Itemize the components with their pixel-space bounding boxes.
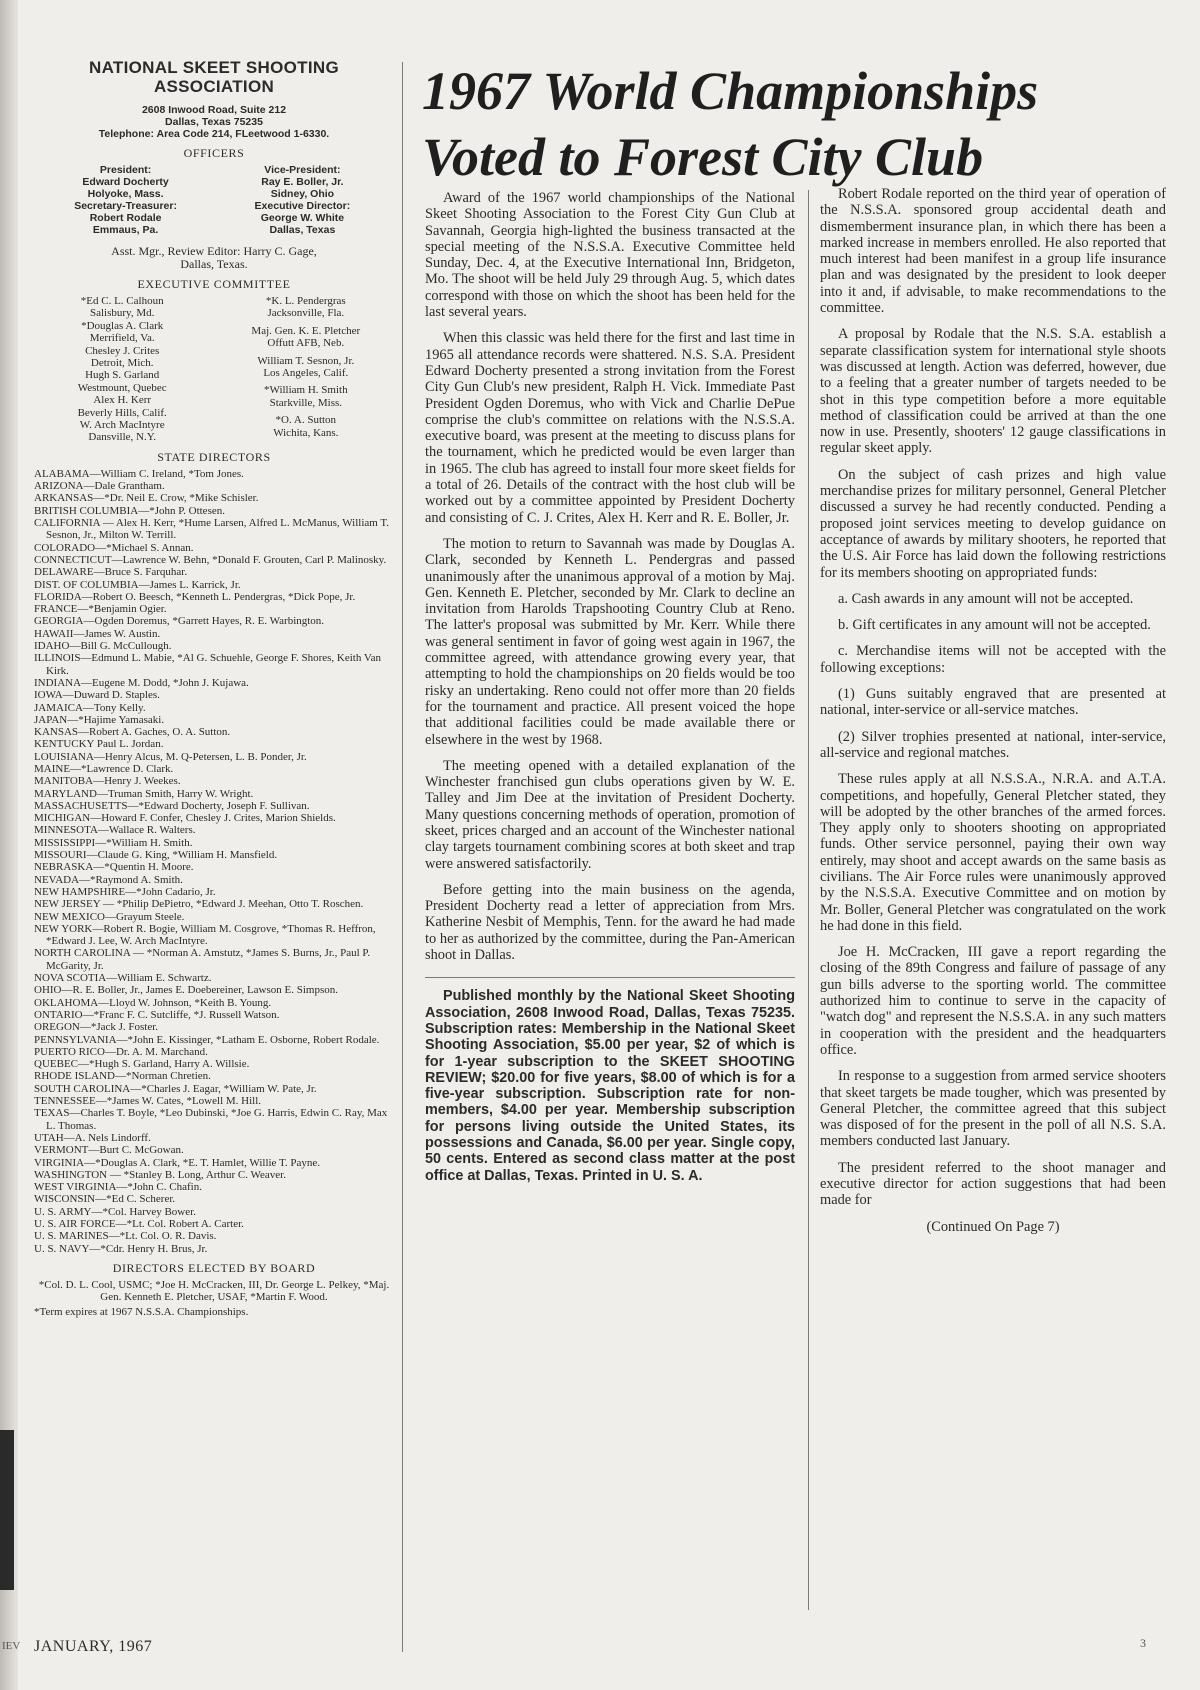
state-director-entry: CONNECTICUT—Lawrence W. Behn, *Donald F. Grouten, Carl P. Malinosky.	[34, 553, 387, 566]
officer-line: Executive Director:	[254, 200, 351, 212]
committee-member-line: Westmount, Quebec	[77, 381, 167, 394]
committee-member-line: Chesley J. Crites	[85, 344, 160, 357]
committee-member-line: Dansville, N.Y.	[88, 431, 157, 444]
article-paragraph: a. Cash awards in any amount will not be accepted.	[838, 590, 1134, 607]
state-director-entry: U. S. NAVY—*Cdr. Henry H. Brus, Jr.	[34, 1242, 208, 1255]
issue-date: JANUARY, 1967	[34, 1638, 153, 1655]
officer-line: Sidney, Ohio	[270, 188, 335, 200]
state-director-entry: MANITOBA—Henry J. Weekes.	[34, 775, 181, 788]
state-director-entry: OKLAHOMA—Lloyd W. Johnson, *Keith B. Young.	[34, 996, 272, 1009]
committee-member-line: Merrifield, Va.	[89, 332, 155, 345]
state-director-entry: TEXAS—Charles T. Boyle, *Leo Dubinski, *Joe G. Harris, Edwin C. Ray, Max L. Thomas.	[34, 1107, 388, 1132]
state-director-entry: DELAWARE—Bruce S. Farquhar.	[34, 566, 188, 579]
exec-committee-left	[34, 295, 210, 444]
state-director-entry: NEW YORK—Robert R. Bogie, William M. Cosgrove, *Thomas R. Heffron, *Edward J. Lee, W. Arch MacIntyre.	[34, 922, 376, 948]
continued-note: (Continued On Page 7)	[926, 1218, 1060, 1235]
article-paragraph: (1) Guns suitably engraved that are presented at national, inter-service or all-service matches.	[820, 686, 1166, 719]
state-director-entry: VERMONT—Burt C. McGowan.	[34, 1144, 184, 1157]
state-director-entry: HAWAII—James W. Austin.	[34, 627, 161, 640]
article-paragraph: The president referred to the shoot manager and executive director for action suggestions that had been made for	[820, 1159, 1166, 1209]
officer-line: Vice-President:	[264, 164, 341, 176]
state-director-entry: ALABAMA—William C. Ireland, *Tom Jones.	[34, 467, 244, 480]
article-paragraph: On the subject of cash prizes and high value merchandise prizes for military personnel, General Pletcher discussed a survey he had recently conducted. Pending a proposed joint services meeting to develop guidance on acceptance of awards by military shooters, he reported that the U.S. Air Force has laid down the following restrictions for its members shooting on appropriated funds:	[820, 466, 1166, 581]
column-divider	[402, 62, 403, 1652]
state-director-entry: MISSISSIPPI—*William H. Smith.	[34, 836, 193, 849]
committee-member-line: *O. A. Sutton	[275, 414, 337, 427]
committee-member-line: Los Angeles, Calif.	[263, 367, 349, 380]
state-director-entry: BRITISH COLUMBIA—*John P. Ottesen.	[34, 504, 225, 517]
state-director-entry: NEW JERSEY — *Philip DePietro, *Edward J. Meehan, Otto T. Roschen.	[34, 898, 364, 911]
state-director-entry: JAPAN—*Hajime Yamasaki.	[34, 713, 165, 726]
article-column-middle	[425, 190, 795, 1194]
state-director-entry: INDIANA—Eugene M. Dodd, *John J. Kujawa.	[34, 676, 249, 689]
officer-line: Edward Docherty	[82, 176, 169, 188]
column-divider	[808, 190, 809, 1610]
state-director-entry: QUEBEC—*Hugh S. Garland, Harry A. Willsie.	[34, 1058, 250, 1071]
state-director-entry: ILLINOIS—Edmund L. Mabie, *Al G. Schuehle, George F. Shores, Keith Van Kirk.	[34, 652, 381, 677]
state-director-entry: NEVADA—*Raymond A. Smith.	[34, 873, 183, 886]
officer-line: President:	[99, 164, 152, 176]
article-paragraph: Joe H. McCracken, III gave a report regarding the closing of the 89th Congress and failure of passage of any gun bills adverse to the sporting world. The committee authorized him to continue to serve in the capacity of "watch dog" and represent the N.S.S.A. in any such matters in cooperation with the president and the headquarters office.	[820, 944, 1166, 1058]
article-paragraph: In response to a suggestion from armed service shooters that skeet targets be made tougher, which was presented by General Pletcher, the committee agreed that this subject was disposed of for the present in the poll of all N.S. S.A. members conducted last January.	[820, 1068, 1166, 1150]
committee-member-line: *Douglas A. Clark	[81, 319, 164, 332]
state-director-entry: MISSOURI—Claude G. King, *William H. Mansfield.	[34, 849, 278, 862]
state-director-entry: MASSACHUSETTS—*Edward Docherty, Joseph F. Sullivan.	[34, 799, 310, 812]
state-director-entry: OHIO—R. E. Boller, Jr., James E. Doebereiner, Lawson E. Simpson.	[34, 984, 339, 997]
org-telephone: Telephone: Area Code 214, FLeetwood 1-6330.	[98, 128, 330, 140]
state-director-entry: MARYLAND—Truman Smith, Harry W. Wright.	[34, 787, 254, 800]
publication-note: Published monthly by the National Skeet Shooting Association, 2608 Inwood Road, Dallas, Texas 75235. Subscription rates: Membership in the National Skeet Shooting Association, $5.00 per year, $2 of which is for 1-year subscription to the SKEET SHOOTING REVIEW; $20.00 for five years, $8.00 of which is for a five-year subscription. Subscription rate for non-members, $4.00 per year. Membership subscription for persons living outside the United States, its possessions and Canada, $6.00 per year. Single copy, 50 cents. Entered as second class matter at the post office at Dallas, Texas. Printed in U. S. A.	[425, 988, 795, 1184]
board-directors-heading: DIRECTORS ELECTED BY BOARD	[112, 1260, 316, 1275]
exec-committee	[34, 295, 394, 444]
article-paragraph: A proposal by Rodale that the N.S. S.A. establish a separate classification system for international style shoots was discussed at length. Action was deferred, however, due to a feeling that a greater number of targets needed to be shot in this type competition before a more equitable method of classification could be arrived at than the one now in use. Presently, shooters' 12 gauge classifications in regular skeet apply.	[820, 326, 1166, 457]
officer-line: Ray E. Boller, Jr.	[261, 176, 344, 188]
board-directors: *Col. D. L. Cool, USMC; *Joe H. McCracken, III, Dr. George L. Pelkey, *Maj. Gen. Kenneth E. Pletcher, USAF, *Martin F. Wood.	[38, 1278, 390, 1304]
state-director-entry: NEW MEXICO—Grayum Steele.	[34, 910, 185, 923]
article-paragraph: Before getting into the main business on the agenda, President Docherty read a letter of appreciation from Mrs. Katherine Nesbit of Memphis, Tenn. for the award he had made to her as authorized by the committee, during the Pan-American shoot in Dallas.	[425, 881, 795, 964]
committee-member-line: Salisbury, Md.	[90, 307, 155, 320]
state-director-entry: SOUTH CAROLINA—*Charles J. Eagar, *William W. Pate, Jr.	[34, 1082, 317, 1095]
officer-line: Robert Rodale	[89, 212, 162, 224]
state-director-entry: IDAHO—Bill G. McCullough.	[34, 640, 172, 653]
committee-member-line: Jacksonville, Fla.	[267, 307, 345, 320]
committee-member-line: Wichita, Kans.	[273, 426, 339, 439]
state-director-entry: JAMAICA—Tony Kelly.	[34, 701, 146, 714]
state-director-entry: PENNSYLVANIA—*John E. Kissinger, *Latham E. Osborne, Robert Rodale.	[34, 1033, 380, 1046]
divider	[425, 977, 795, 978]
state-director-entry: CALIFORNIA — Alex H. Kerr, *Hume Larsen, Alfred L. McManus, William T. Sesnon, Jr., Milton W. Terrill.	[34, 517, 390, 542]
state-director-entry: OREGON—*Jack J. Foster.	[34, 1021, 159, 1034]
article-column-right	[820, 186, 1166, 1245]
state-director-entry: MICHIGAN—Howard F. Confer, Chesley J. Crites, Marion Shields.	[34, 812, 336, 825]
committee-member-line: Beverly Hills, Calif.	[77, 406, 167, 419]
officer-line: Secretary-Treasurer:	[74, 200, 177, 212]
edge-mark-text: IEV	[2, 1640, 21, 1652]
exec-committee-right	[218, 295, 394, 444]
state-director-entry: NOVA SCOTIA—William E. Schwartz.	[34, 972, 212, 985]
officer-line: Holyoke, Mass.	[87, 188, 164, 200]
state-directors-list	[34, 468, 394, 1255]
state-director-entry: KENTUCKY Paul L. Jordan.	[34, 738, 164, 751]
masthead-column	[34, 58, 394, 1319]
committee-member-line: Maj. Gen. K. E. Pletcher	[251, 324, 361, 337]
state-director-entry: ARIZONA—Dale Grantham.	[34, 480, 165, 493]
state-director-entry: NEBRASKA—*Quentin H. Moore.	[34, 861, 194, 874]
article-paragraphs	[425, 190, 795, 963]
officers-right	[221, 164, 384, 236]
article-paragraph: (2) Silver trophies presented at national, inter-service, all-service and regional matches.	[820, 728, 1166, 761]
state-director-entry: U. S. ARMY—*Col. Harvey Bower.	[34, 1205, 196, 1218]
article-paragraph: The meeting opened with a detailed explanation of the Winchester franchised gun clubs operations given by W. E. Talley and Jim Dee at the invitation of President Docherty. Many questions concerning methods of operation, promotion of skeet, prices charged and an account of the Winchester national clay targets tournament combining scores at both skeet and trap were answered satisfactorily.	[425, 757, 795, 872]
page-edge-mark	[0, 1430, 14, 1590]
state-director-entry: FRANCE—*Benjamin Ogier.	[34, 603, 167, 616]
state-director-entry: UTAH—A. Nels Lindorff.	[34, 1131, 151, 1144]
officer-line: Emmaus, Pa.	[92, 224, 159, 236]
state-director-entry: GEORGIA—Ogden Doremus, *Garrett Hayes, R. E. Warbington.	[34, 615, 325, 628]
committee-member-line: *Ed C. L. Calhoun	[80, 295, 164, 307]
committee-member-line: *K. L. Pendergras	[265, 295, 346, 307]
term-note: *Term expires at 1967 N.S.S.A. Championships.	[34, 1306, 249, 1319]
state-director-entry: DIST. OF COLUMBIA—James L. Karrick, Jr.	[34, 578, 241, 591]
exec-committee-heading: EXECUTIVE COMMITTEE	[137, 277, 291, 291]
committee-member-line: W. Arch MacIntyre	[79, 419, 165, 432]
article-paragraph: c. Merchandise items will not be accepted with the following exceptions:	[820, 643, 1166, 676]
article-paragraph: Award of the 1967 world championships of the National Skeet Shooting Association to the Forest City Gun Club at Savannah, Georgia high-lighted the business transacted at the special meeting of the N.S.S.A. Executive Committee held Sunday, Dec. 4, at the Executive International Inn, Bridgeton, Mo. The shoot will be held July 29 through Aug. 5, which dates correspond with those on which the shoot has been held for the last several years.	[425, 190, 795, 321]
officer-line: George W. White	[260, 212, 345, 224]
state-directors-heading: STATE DIRECTORS	[157, 449, 271, 464]
officers-block	[34, 164, 394, 236]
article-headline: 1967 World Championships Voted to Forest City Club	[422, 61, 1039, 187]
officer-line: Dallas, Texas	[269, 224, 336, 236]
committee-member-line: *William H. Smith	[264, 384, 348, 397]
article-paragraph: The motion to return to Savannah was made by Douglas A. Clark, seconded by Kenneth L. Pendergras and passed unanimously after the unanimous approval of a motion by Maj. Gen. Kenneth E. Pletcher, seconded by Mr. Clark to decline an invitation from Harolds Trapshooting Country Club at Reno. The latter's proposal was submitted by Mr. Kerr. While there was general sentiment in favor of going west again in 1967, the committee agreed, with attendance growing every year, that attempting to hold the championships on 20 fields would be too risky an undertaking. Reno could not offer more than 20 fields for the tournament and practice. All present voiced the hope that additional facilities could be made available there or elsewhere in the west by 1968.	[425, 535, 795, 748]
asst-manager: Asst. Mgr., Review Editor: Harry C. Gage, Dallas, Texas.	[111, 244, 317, 271]
officers-left	[44, 164, 207, 236]
state-director-entry: WISCONSIN—*Ed C. Scherer.	[34, 1193, 176, 1206]
article-paragraph: b. Gift certificates in any amount will not be accepted.	[838, 617, 1151, 634]
org-address: 2608 Inwood Road, Suite 212 Dallas, Texas 75235 Telephone: Area Code 214, FLeetwood 1-6330.	[34, 104, 394, 140]
state-director-entry: ARKANSAS—*Dr. Neil E. Crow, *Mike Schisler.	[34, 492, 259, 505]
state-director-entry: U. S. MARINES—*Lt. Col. O. R. Davis.	[34, 1230, 217, 1243]
state-director-entry: PUERTO RICO—Dr. A. M. Marchand.	[34, 1045, 208, 1058]
article-paragraphs	[820, 186, 1166, 1209]
state-director-entry: RHODE ISLAND—*Norman Chretien.	[34, 1070, 211, 1083]
state-director-entry: ONTARIO—*Franc F. C. Sutcliffe, *J. Russell Watson.	[34, 1008, 280, 1021]
committee-member-line: Detroit, Mich.	[90, 357, 154, 370]
state-director-entry: LOUISIANA—Henry Alcus, M. Q-Petersen, L. B. Ponder, Jr.	[34, 750, 307, 763]
committee-member-line: Starkville, Miss.	[269, 396, 343, 409]
state-director-entry: WEST VIRGINIA—*John C. Chafin.	[34, 1181, 202, 1194]
state-director-entry: U. S. AIR FORCE—*Lt. Col. Robert A. Carter.	[34, 1217, 244, 1230]
state-director-entry: MINNESOTA—Wallace R. Walters.	[34, 824, 196, 837]
article-paragraph: Robert Rodale reported on the third year of operation of the N.S.S.A. sponsored group accidental death and dismemberment insurance plan, in which there has been a marked increase in members enrolled. He also reported that much interest had been manifest in a group life insurance plan and was designated by the president to look deeper into it and, if advisable, to make recommendations to the committee.	[820, 186, 1166, 317]
state-director-entry: VIRGINIA—*Douglas A. Clark, *E. T. Hamlet, Willie T. Payne.	[34, 1156, 321, 1169]
state-director-entry: IOWA—Duward D. Staples.	[34, 689, 160, 702]
page-number: 3	[1140, 1636, 1146, 1650]
article-paragraph: These rules apply at all N.S.S.A., N.R.A. and A.T.A. competitions, and hopefully, General Pletcher stated, they will be adopted by the other branches of the armed forces. They apply only to shooters shooting on appropriated funds. Other service personnel, paying their own way entirely, may shoot and accept awards on the same basis as civilians. The Air Force rules were unanimously approved by the N.S.S.A. Executive Committee and on motion by Mr. Boller, General Pletcher was congratulated on the work he had done in this field.	[820, 771, 1166, 934]
committee-member-line: Alex H. Kerr	[93, 394, 152, 407]
state-director-entry: NEW HAMPSHIRE—*John Cadario, Jr.	[34, 885, 216, 898]
committee-member-line: Hugh S. Garland	[85, 369, 160, 382]
state-director-entry: NORTH CAROLINA — *Norman A. Amstutz, *James S. Burns, Jr., Paul P. McGarity, Jr.	[34, 947, 371, 972]
state-director-entry: COLORADO—*Michael S. Annan.	[34, 541, 194, 554]
org-name: NATIONAL SKEET SHOOTING ASSOCIATION	[89, 58, 339, 96]
article-paragraph: When this classic was held there for the first and last time in 1965 all attendance records were shattered. N.S. S.A. President Edward Docherty presented a strong invitation from the Forest City Gun Club's new president, Ralph H. Vick. Immediate Past President Ogden Doremus, who with Vick and Charlie DePue comprise the club's committee on relations with the N.S.S.A. executive board, was present at the meeting to discuss plans for the tournament, which he predicted would be even larger than in 1965. The club has agreed to install four more skeet fields for a total of 26. Details of the contract with the host club will be worked out by a committee appointed by President Docherty and consisting of C. J. Crites, Alex H. Kerr and R. E. Boller, Jr.	[425, 330, 795, 526]
state-director-entry: FLORIDA—Robert O. Beesch, *Kenneth L. Pendergras, *Dick Pope, Jr.	[34, 590, 356, 603]
officers-heading: OFFICERS	[183, 146, 245, 160]
state-director-entry: KANSAS—Robert A. Gaches, O. A. Sutton.	[34, 726, 231, 739]
state-director-entry: WASHINGTON — *Stanley B. Long, Arthur C. Weaver.	[34, 1168, 286, 1181]
state-director-entry: MAINE—*Lawrence D. Clark.	[34, 763, 174, 775]
committee-member-line: William T. Sesnon, Jr.	[257, 354, 355, 367]
committee-member-line: Offutt AFB, Neb.	[267, 337, 345, 350]
state-director-entry: TENNESSEE—*James W. Cates, *Lowell M. Hill.	[34, 1095, 262, 1108]
